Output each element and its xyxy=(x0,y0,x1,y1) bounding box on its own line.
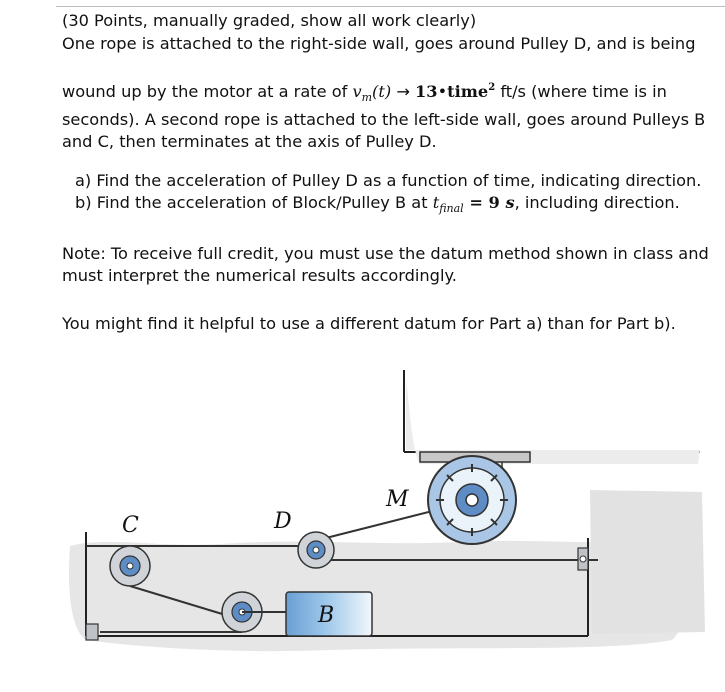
question-list xyxy=(75,170,701,220)
problem-statement-body xyxy=(62,77,722,153)
pulley-system-figure xyxy=(0,340,725,692)
motor-axle xyxy=(466,494,478,506)
arrow-symbol: → xyxy=(391,82,416,101)
label-c: C xyxy=(122,513,139,538)
pulley-c-axle xyxy=(127,563,133,569)
left-wall-anchor xyxy=(86,624,98,640)
t-value: = 9 xyxy=(463,193,506,212)
multiply-dot: • xyxy=(437,82,448,101)
t-unit: s xyxy=(505,193,515,212)
part-b-text: b) Find the acceleration of Block/Pulley B at xyxy=(75,193,433,212)
hint-text: You might find it helpful to use a different datum for Part a) than for Part b). xyxy=(62,314,676,333)
label-m: M xyxy=(386,487,409,512)
velocity-subscript: m xyxy=(361,91,373,104)
t-symbol: t xyxy=(432,193,440,212)
intro-end-text: ft/s (where time is in seconds). A second rope is attached to the left-side wall, goes around Pulleys B and C, then terminates at the axis of Pulley D. xyxy=(62,82,706,151)
problem-statement-line-1: One rope is attached to the right-side wall, goes around Pulley D, and is being xyxy=(62,34,696,53)
time-exponent: 2 xyxy=(488,82,496,93)
top-divider xyxy=(56,6,725,7)
part-b-end-text: , including direction. xyxy=(514,193,680,212)
intro-text: wound up by the motor at a rate of xyxy=(62,82,353,101)
note-text: Note: To receive full credit, you must use the datum method shown in class and must interpret the numerical results accordingly. xyxy=(62,244,709,285)
problem-header: (30 Points, manually graded, show all work clearly) xyxy=(62,11,477,30)
label-d: D xyxy=(274,509,292,534)
right-wall-shadow xyxy=(590,490,705,634)
pulley-d-axle xyxy=(313,547,319,553)
right-wall-anchor xyxy=(578,548,588,570)
label-b: B xyxy=(318,603,335,628)
part-b-question xyxy=(75,192,701,220)
velocity-symbol: v xyxy=(352,82,362,101)
rate-coefficient: 13 xyxy=(415,82,438,101)
time-word: time xyxy=(447,82,489,101)
part-a-question: a) Find the acceleration of Pulley D as a function of time, indicating direction. xyxy=(75,171,702,190)
velocity-argument: (t) xyxy=(372,82,392,101)
t-subscript: final xyxy=(439,202,464,215)
